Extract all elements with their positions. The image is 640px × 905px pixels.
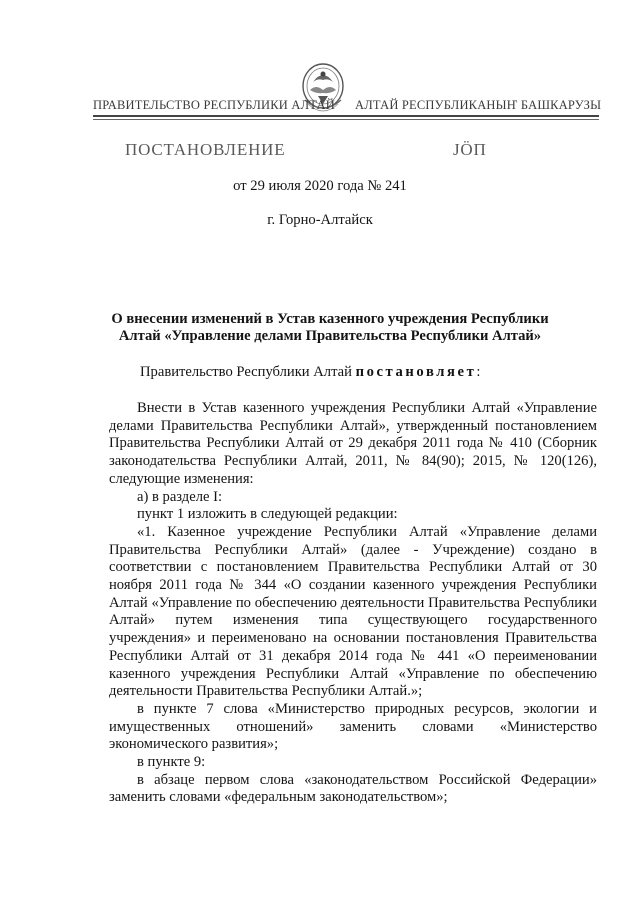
paragraph: в абзаце первом слова «законодательством Российской Федерации» заменить словами «федеральным законодательством»; (109, 771, 597, 806)
paragraph: а) в разделе I: (137, 488, 223, 505)
org-name-altai: АЛТАЙ РЕСПУБЛИКАНЫҤ БАШКАРУЗЫ (355, 98, 602, 112)
paragraph: «1. Казенное учреждение Республики Алтай «Управление делами Правительства Республики Алтай» (далее - Учреждение) создано в соответствии с постановлением Правительства Республики Алтай от 30 ноября 2011 года № 344 «О создании казенного учреждения Республики Алтай «Управление по обеспечению деятельности Правительства Республики Алтай» путем изменения типа существующего государственного учреждения» и переименовано на основании постановления Правительства Республики Алтай от 31 декабря 2014 года № 441 «О переименовании казенного учреждения Республики Алтай «Управление по обеспечению деятельности Правительства Республики Алтай.»; (109, 523, 597, 700)
title-line-2: Алтай «Управление делами Правительства Республики Алтай» (118, 328, 542, 344)
decree-emphasis: постановляет (355, 364, 477, 380)
header-rule-thin (93, 119, 599, 120)
document-body (109, 400, 597, 807)
doc-type-altai: ЈӦП (453, 140, 487, 159)
doc-type-russian: ПОСТАНОВЛЕНИЕ (125, 140, 286, 159)
paragraph: в пункте 7 слова «Министерство природных ресурсов, экологии и имущественных отношений» заменить словами «Министерство экономического развития»; (109, 700, 597, 753)
decree-statement (140, 364, 480, 381)
decree-suffix: : (476, 364, 481, 380)
paragraph: пункт 1 изложить в следующей редакции: (137, 506, 398, 523)
title-line-1: О внесении изменений в Устав казенного учреждения Республики (111, 311, 549, 327)
decree-city: г. Горно-Алтайск (267, 212, 373, 228)
decree-date: от 29 июля 2020 года № 241 (233, 178, 407, 194)
document-title (110, 311, 550, 345)
header-rule (93, 115, 599, 117)
paragraph: Внести в Устав казенного учреждения Республики Алтай «Управление делами Правительства Республики Алтай», утвержденный постановлением Правительства Республики Алтай от 29 декабря 2011 года № 410 (Сборник законодательства Республики Алтай, 2011, № 84(90); 2015, № 120(126), следующие изменения: (109, 400, 597, 487)
decree-prefix: Правительство Республики Алтай (140, 364, 356, 380)
org-name-russian: ПРАВИТЕЛЬСТВО РЕСПУБЛИКИ АЛТАЙ (93, 98, 335, 112)
paragraph: в пункте 9: (137, 754, 206, 771)
